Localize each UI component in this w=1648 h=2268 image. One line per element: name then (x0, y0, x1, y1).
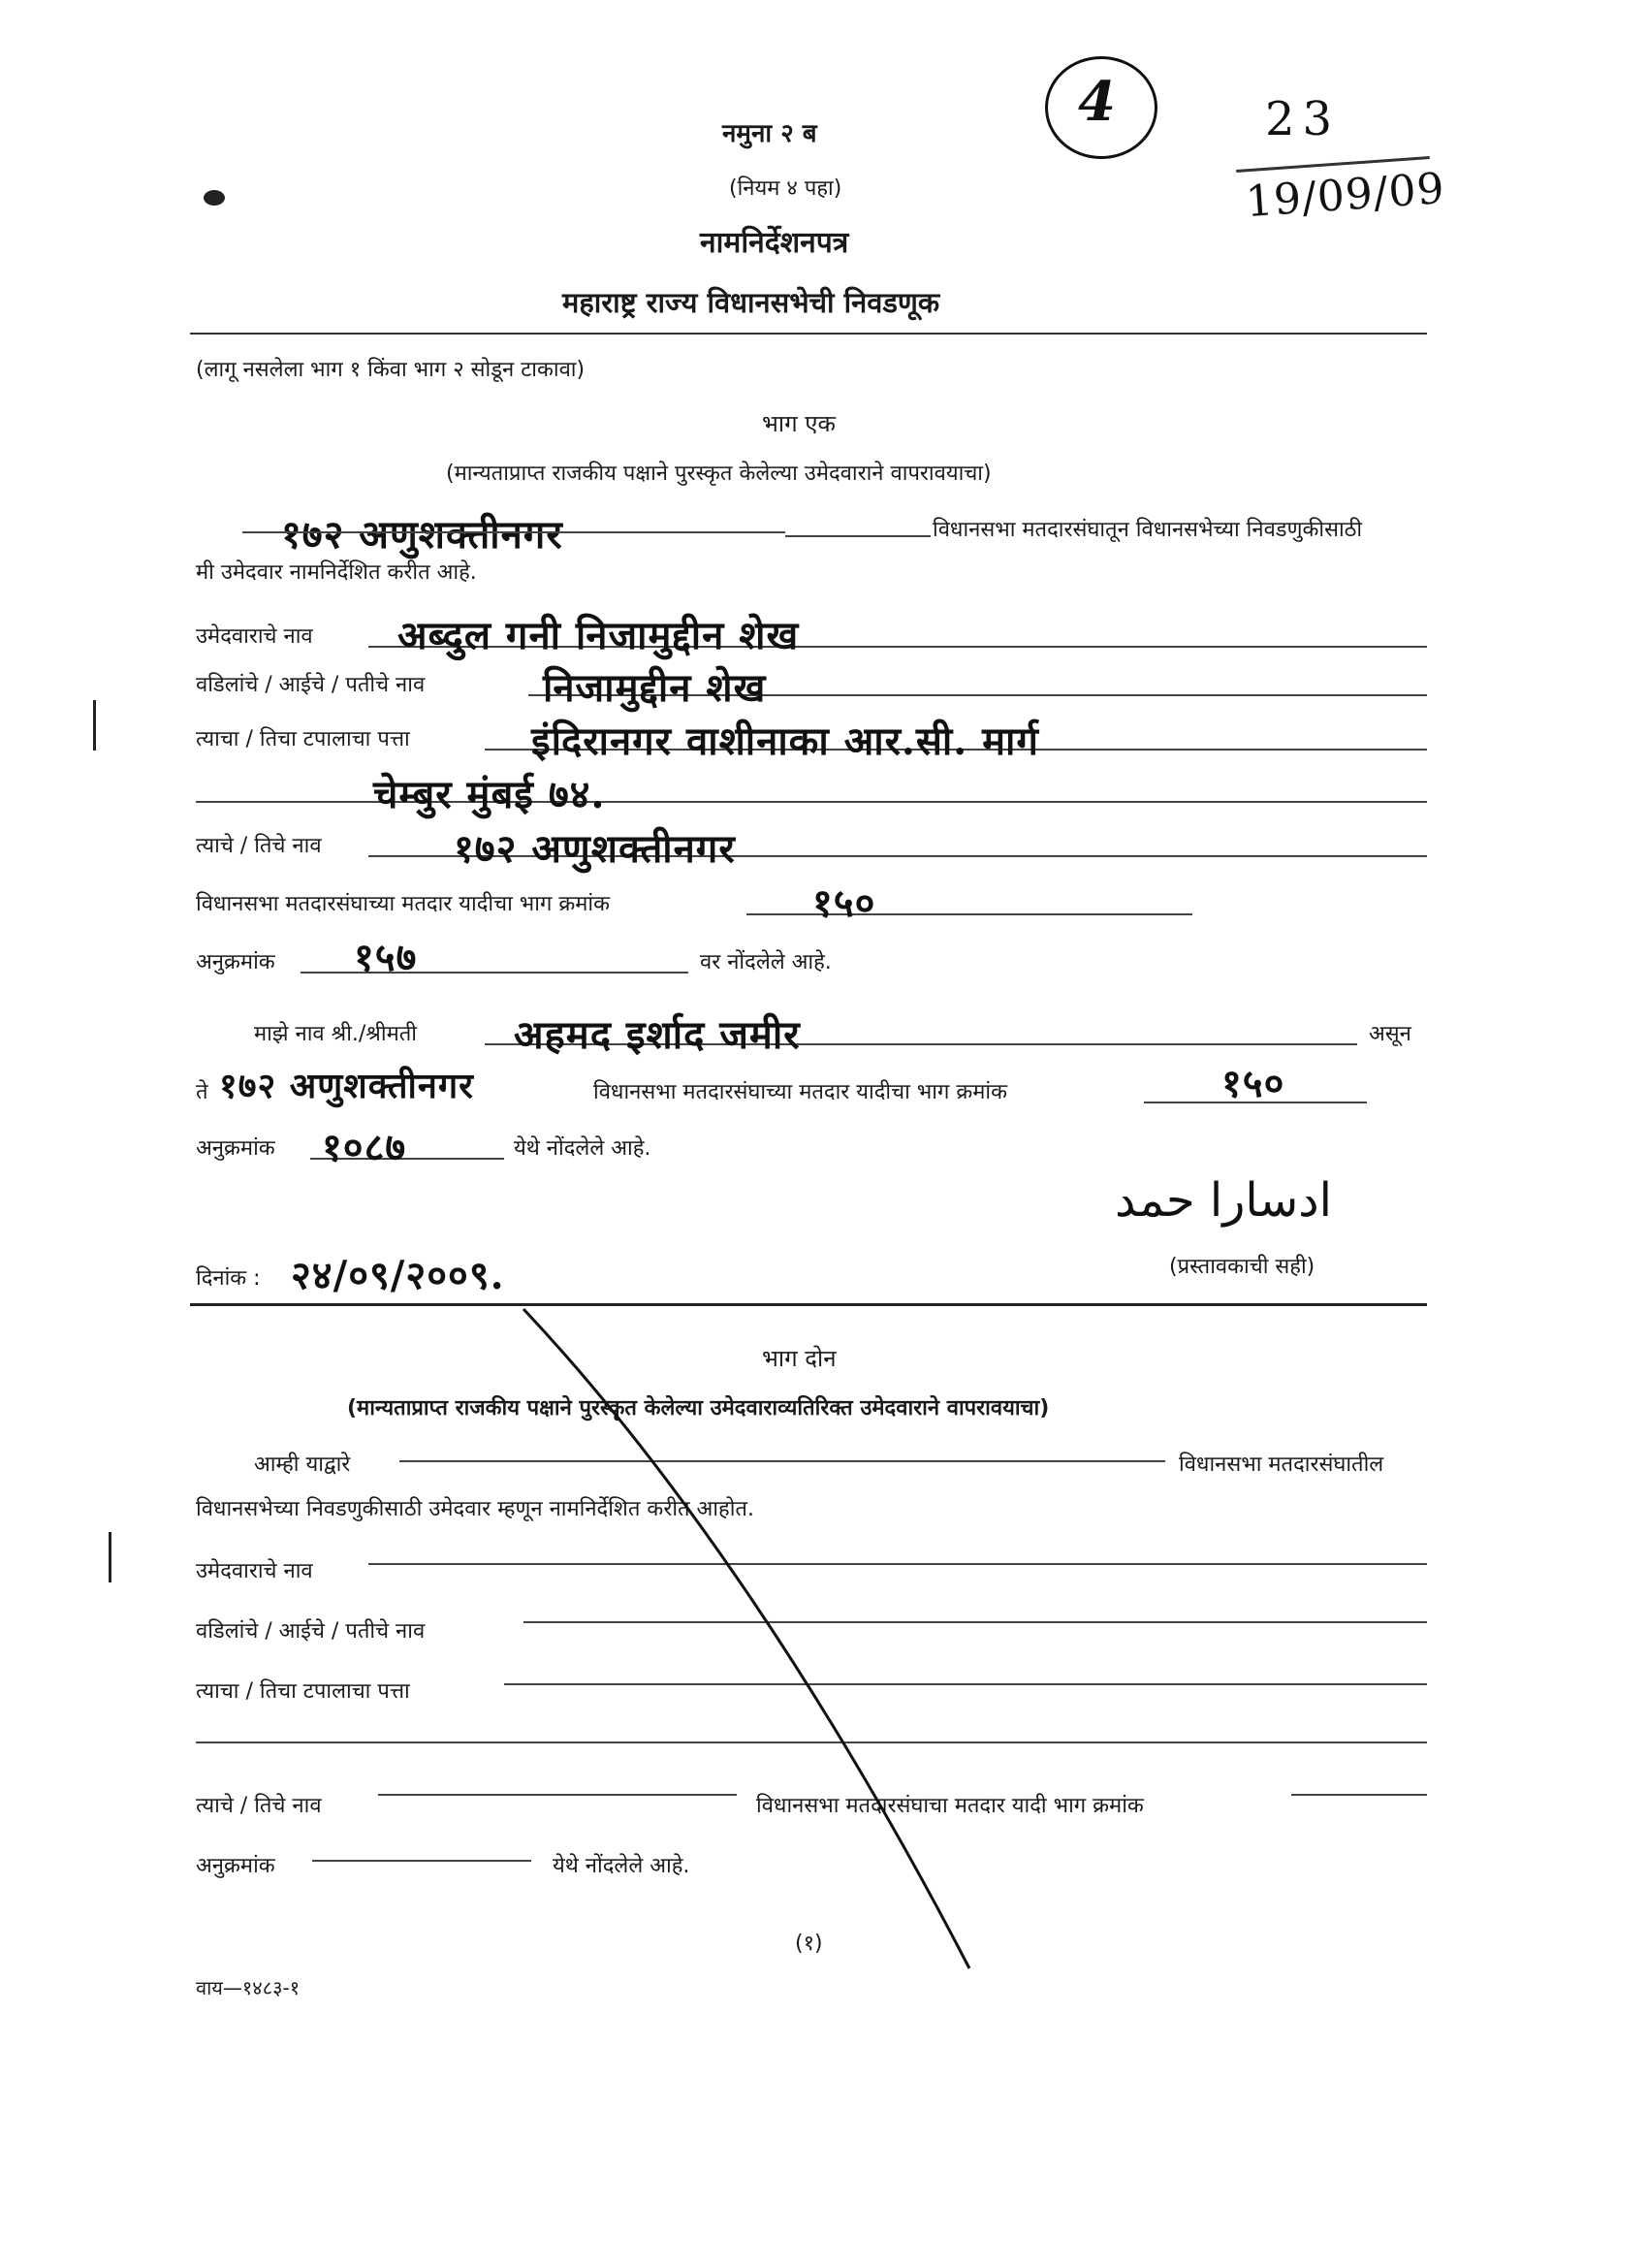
father-name-label: वडिलांचे / आईचे / पतीचे नाव (196, 673, 426, 697)
handwritten-proposer-name: अहमद इर्शाद जमीर (514, 1012, 801, 1058)
part-two-heading: भाग दोन (762, 1345, 837, 1372)
handwritten-address-1: इंदिरानगर वाशीनाका आर.सी. मार्ग (531, 719, 1039, 764)
margin-mark (109, 1532, 111, 1582)
handwritten-proposer-constituency: १७२ अणुशक्तीनगर (219, 1066, 474, 1106)
form-number: नमुना २ ब (722, 119, 817, 148)
handwritten-date: २४/०९/२००९. (291, 1253, 505, 1298)
handwritten-address-2: चेम्बुर मुंबई ७४. (373, 772, 606, 817)
te-text: ते (196, 1080, 208, 1104)
handwritten-serial: १५७ (354, 935, 418, 980)
print-code: वाय—१४८३-१ (196, 1976, 301, 1999)
circled-number: 4 (1078, 70, 1117, 134)
constituency-suffix: विधानसभा मतदारसंघातून विधानसभेच्या निवडणुकीसाठी (933, 518, 1363, 542)
margin-mark (93, 700, 96, 751)
proposer-signature: ادسارا حمد (1115, 1173, 1332, 1228)
proposer-registered-text: येथे नोंदलेले आहे. (514, 1136, 651, 1161)
page-number: (१) (795, 1932, 823, 1956)
part-two-address-label: त्याचा / तिचा टपालाचा पत्ता (196, 1679, 410, 1704)
form-title: नामनिर्देशनपत्र (700, 226, 849, 260)
election-title: महाराष्ट्र राज्य विधानसभेची निवडणूक (562, 286, 940, 319)
rule-reference: (नियम ४ पहा) (729, 176, 842, 201)
roll-part-label: विधानसभा मतदारसंघाच्या मतदार यादीचा भाग क्रमांक (196, 892, 610, 916)
candidate-name-label: उमेदवाराचे नाव (196, 624, 313, 649)
nominate-statement: मी उमेदवार नामनिर्देशित करीत आहे. (196, 560, 477, 585)
proposer-roll-label: विधानसभा मतदारसंघाच्या मतदार यादीचा भाग क्रमांक (593, 1080, 1007, 1104)
part-two-registered-text: येथे नोंदलेले आहे. (553, 1854, 690, 1878)
part-two-nominate-statement: विधानसभेच्या निवडणुकीसाठी उमेदवार म्हणून नामनिर्देशित करीत आहोत. (196, 1497, 754, 1521)
we-hereby-label: आम्ही याद्वारे (254, 1453, 351, 1477)
his-name-label: त्याचे / तिचे नाव (196, 834, 322, 858)
handwritten-candidate-name: अब्दुल गनी निजामुद्दीन शेख (397, 613, 800, 658)
handwritten-proposer-roll-part: १५० (1221, 1061, 1285, 1106)
my-name-label: माझे नाव श्री./श्रीमती (254, 1022, 417, 1046)
instruction-note: (लागू नसलेला भाग १ किंवा भाग २ सोडून टाकावा) (196, 358, 586, 382)
part-one-subheading: (मान्यताप्राप्त राजकीय पक्षाने पुरस्कृत केलेल्या उमेदवाराने वापरावयाचा) (446, 462, 992, 486)
part-two-roll-label: विधानसभा मतदारसंघाचा मतदार यादी भाग क्रमांक (756, 1794, 1144, 1818)
ink-blot (204, 190, 225, 206)
part-two-his-name-label: त्याचे / तिचे नाव (196, 1794, 322, 1818)
proposer-signature-label: (प्रस्तावकाची सही) (1169, 1255, 1315, 1279)
part-two-candidate-name-label: उमेदवाराचे नाव (196, 1559, 313, 1583)
serial-label: अनुक्रमांक (196, 950, 275, 974)
part-one-heading: भाग एक (762, 410, 836, 437)
handwritten-roll-part: १५० (812, 880, 876, 926)
part-two-father-name-label: वडिलांचे / आईचे / पतीचे नाव (196, 1619, 426, 1644)
reference-date: 19/09/09 (1244, 163, 1447, 228)
constituency-in-label: विधानसभा मतदारसंघातील (1179, 1453, 1384, 1477)
asun-text: असून (1369, 1022, 1411, 1046)
handwritten-constituency: १७२ अणुशक्तीनगर (281, 512, 563, 558)
part-two-serial-label: अनुक्रमांक (196, 1854, 275, 1878)
registered-text: वर नोंदलेले आहे. (700, 950, 832, 974)
address-label: त्याचा / तिचा टपालाचा पत्ता (196, 727, 410, 751)
date-label: दिनांक : (196, 1266, 261, 1291)
handwritten-father-name: निजामुद्दीन शेख (543, 665, 767, 711)
proposer-serial-label: अनुक्रमांक (196, 1136, 275, 1161)
part-two-subheading: (मान्यताप्राप्त राजकीय पक्षाने पुरस्कृत केलेल्या उमेदवाराव्यतिरिक्त उमेदवाराने वापरावयाचा) (347, 1396, 1050, 1421)
handwritten-proposer-serial: १०८७ (322, 1125, 407, 1170)
handwritten-his-constituency: १७२ अणुशक्तीनगर (454, 826, 736, 872)
reference-number: 23 (1265, 92, 1341, 146)
